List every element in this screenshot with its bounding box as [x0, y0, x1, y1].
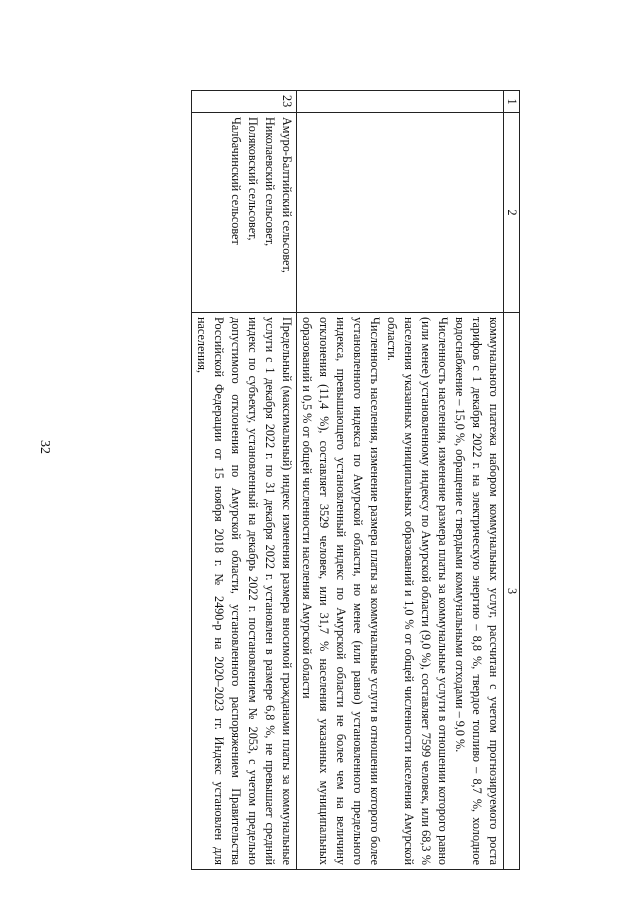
territory-cell [297, 113, 504, 313]
table-header-row [504, 91, 520, 870]
paragraph: Численность населения, изменение размера платы за коммунальные услуги в отношении которого более установленного индекса по Амурской области, но менее (или равно) установленного предельного индекса, превышающего установленный индекс по Амурской области не более чем на величину отклонения (11,4 %), составляет 3529 человек, или 31,7 % населения указанных муниципальных образований и 0,5 % от общей численности населения Амурской области [300, 317, 382, 865]
page-number: 32 [37, 440, 52, 454]
table-row [297, 91, 504, 870]
row-number [297, 91, 504, 113]
header-col-2: 2 [504, 113, 520, 313]
header-col-1: 1 [504, 91, 520, 113]
description-cell [192, 313, 297, 870]
paragraph: Численность населения, изменение размера платы за коммунальные услуги в отношении которого равно (или менее) установленному индексу по Амурской области (9,0 %), составляет 7599 человек, или 68,3 % населения указанных муниципальных образований и 1,0 % от общей численности населения Амурской области. [385, 317, 450, 865]
territory-cell: Амуро-Балтийский сельсовет, Николаевский сельсовет, Поляковский сельсовет, Чалбачинский сельсовет [192, 113, 297, 313]
paragraph: коммунального платежа набором коммунальных услуг, рассчитан с учетом прогнозируемого роста тарифов с 1 декабря 2022 г. на электрическую энергию – 8,8 %, твердое топливо – 8,7 %, холодное водоснабжение – 15,0 %, обращение с твердыми коммунальными отходами – 9,0 %. [453, 317, 501, 865]
table-row [192, 91, 297, 870]
rotated-table-container [110, 90, 520, 870]
row-number: 23 [192, 91, 297, 113]
description-cell [297, 313, 504, 870]
tariff-table [191, 90, 520, 870]
header-col-3: 3 [504, 313, 520, 870]
paragraph: Предельный (максимальный) индекс изменения размера вносимой гражданами платы за коммунальные услуги с 1 декабря 2022 г. по 31 декабря 2022 г. установлен в размере 6,8 %, не превышает средний индекс по субъекту, установленный на декабрь 2022 г. постановлением № 2053, с учетом предельно допустимого отклонения по Амурской области, установленного распоряжением Правительства Российской Федерации от 15 ноября 2018 г. № 2490-р на 2020–2023 гг. Индекс установлен для населения, [195, 317, 294, 865]
